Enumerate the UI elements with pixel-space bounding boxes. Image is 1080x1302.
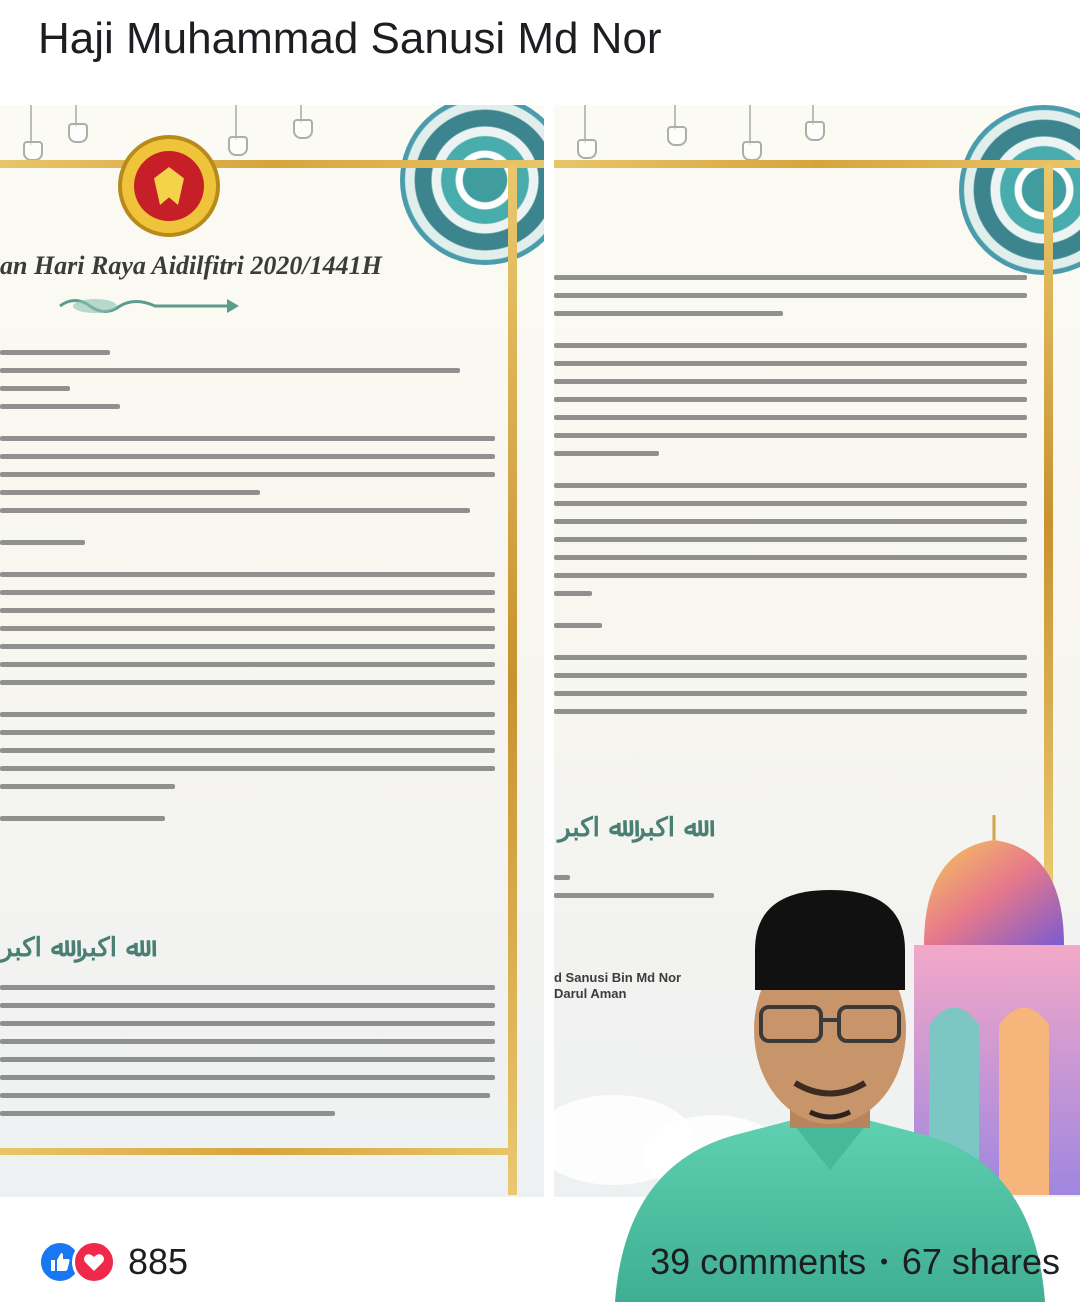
letter-text-block-3 bbox=[554, 275, 1032, 727]
love-icon bbox=[72, 1240, 116, 1284]
lantern-decoration bbox=[812, 105, 814, 125]
photo-grid bbox=[0, 105, 1080, 1197]
mandala-decoration bbox=[400, 105, 544, 265]
photo-left[interactable] bbox=[0, 105, 544, 1197]
lantern-decoration bbox=[300, 105, 302, 123]
lantern-decoration bbox=[749, 105, 751, 145]
lantern-decoration bbox=[75, 105, 77, 127]
letter-title: an Hari Raya Aidilfitri 2020/1441H bbox=[0, 251, 382, 280]
lantern-decoration bbox=[235, 105, 237, 140]
reaction-count: 885 bbox=[128, 1241, 189, 1282]
state-emblem bbox=[118, 135, 220, 237]
calligraphy: ﷲ اکبر ﷲ اکبر bbox=[558, 813, 700, 843]
post-author[interactable]: Haji Muhammad Sanusi Md Nor bbox=[38, 14, 662, 63]
reactions-summary[interactable] bbox=[38, 1238, 188, 1286]
signature-name: d Sanusi Bin Md Nor bbox=[554, 970, 682, 985]
calligraphy: ﷲ اکبر ﷲ اکبر bbox=[0, 933, 142, 963]
comments-link[interactable]: 39 comments bbox=[650, 1241, 867, 1282]
letter-text-block bbox=[0, 350, 500, 834]
mandala-decoration bbox=[959, 105, 1080, 275]
ornament-divider bbox=[55, 293, 245, 319]
emblem-mark bbox=[154, 167, 184, 205]
frame-side bbox=[1044, 165, 1053, 885]
lantern-decoration bbox=[30, 105, 32, 145]
post-meta bbox=[650, 1238, 1060, 1286]
frame-top bbox=[554, 160, 1080, 168]
meta-separator: • bbox=[880, 1249, 888, 1274]
lantern-decoration bbox=[584, 105, 586, 143]
thumbs-up-icon bbox=[48, 1250, 72, 1274]
signature-state: Darul Aman bbox=[554, 986, 627, 1001]
frame-top bbox=[0, 160, 544, 168]
lantern-decoration bbox=[674, 105, 676, 130]
frame-bottom bbox=[0, 1148, 515, 1155]
shares-link[interactable]: 67 shares bbox=[901, 1241, 1060, 1282]
frame-side bbox=[508, 165, 517, 1195]
emblem-inner bbox=[134, 151, 204, 221]
heart-icon bbox=[82, 1250, 106, 1274]
letter-text-block-2 bbox=[0, 985, 500, 1129]
